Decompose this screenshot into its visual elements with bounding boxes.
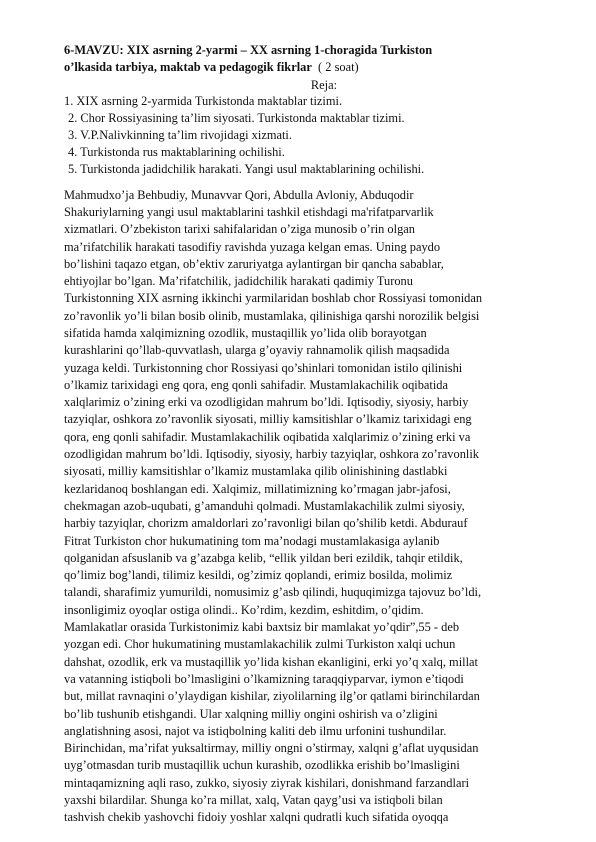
body-line: Mamlakatlar orasida Turkistonimiz kabi baxtsiz bir mamlakat yo’qdir”,55 - deb [64,620,460,635]
body-line: qolganidan afsuslanib va g’azabga kelib, “ellik yildan beri ezildik, tahqir etildik, [64,550,463,565]
body-line: zo’ravonlik yo’li bilan bosib olinib, mustamlaka, qilinishiga qarshi norozilik belgisi [64,308,480,323]
plan-item: 1. XIX asrning 2-yarmida Turkistonda maktablar tizimi. [64,93,343,108]
body-line: mintaqamizning aqli raso, zukko, siyosiy ziyrak kishilari, donishmand farzandlari [64,775,470,790]
body-line: harbiy tazyiqlar, chorizm amaldorlari zo’ravonligi bilan qo’shilib ketdi. Abdurauf [64,516,468,531]
plan-item: 3. V.P.Nalivkinning ta’lim rivojidagi xizmati. [68,128,292,142]
body-line: insonligimiz oyoqlar ostiga olindi.. Ko’rdim, kezdim, eshitdim, o’qidim. [64,602,424,617]
body-line: tashvish chekib yashovchi fidoiy yoshlar xalqni qudratli kuch sifatida oyoqqa [64,810,449,825]
body-line: va vatanning istiqboli bo’lmasligini o’lkamizning taraqqiyparvar, iymon e’tiqodi [64,671,464,686]
body-line: anglatishning asosi, najot va istiqbolning kaliti deb ilmu urfonini tushundilar. [64,723,447,738]
document-page [64,42,544,827]
body-line: bo’lishini taqazo etgan, ob’ektiv zaruriyatga aylantirgan bir qancha sabablar, [64,256,444,271]
plan-item: 5. Turkistonda jadidchilik harakati. Yangi usul maktablarining ochilishi. [68,162,425,177]
body-line: kurashlarini qo’llab-quvvatlash, ularga g’oyaviy rahnamolik qilish maqsadida [64,343,450,358]
title-line-1: 6-MAVZU: XIX asrning 2-yarmi – XX asrning 1-choragida Turkiston [64,43,433,57]
body-line: qora, eng qonli sahifadir. Mustamlakachilik oqibatida xalqlarimiz o’zining erki va [64,429,471,444]
body-line: Turkistonning XIX asrning ikkinchi yarmilaridan boshlab chor Rossiyasi tomonidan [64,291,483,306]
body-line: dahshat, ozodlik, erk va mustaqillik yo’lida kishan ekanligini, erki yo’q xalq, millat [64,654,478,669]
body-line: tazyiqlar, oshkora zo’ravonlik siyosati, milliy kamsitishlar o’lkamiz tarixidagi eng [64,412,472,427]
plan-list [64,93,544,179]
body-line: yaxshi bilardilar. Shunga ko’ra millat, xalq, Vatan qayg’usi va istiqboli bilan [64,793,443,807]
body-line: chekmagan azob-uqubati, g’amanduhi qolmadi. Mustamlakachilik zulmi siyosiy, [64,498,465,513]
body-line: xizmatlari. O’zbekiston tarixi sahifalaridan o’ziga munosib o’rin olgan [64,222,415,237]
body-line: talandi, sharafimiz yumurildi, nomusimiz g’asb qilindi, huquqimizga tajovuz bo’ldi, [64,585,482,600]
title-hours: ( 2 soat) [318,60,359,75]
title-line-2-text: o’lkasida tarbiya, maktab va pedagogik fikrlar [64,60,312,75]
body-line: Fitrat Turkiston chor hukumatining tom ma’nodagi mustamlakasiga aylanib [64,533,440,548]
plan-item: 2. Chor Rossiyasining ta’lim siyosati. Turkistonda maktablar tizimi. [68,110,405,125]
body-line: kezlaridanoq boshlangan edi. Xalqimiz, millatimizning ko’rmagan jabr-jafosi, [64,481,451,496]
body-line: Mahmudxo’ja Behbudiy, Munavvar Qori, Abdulla Avloniy, Abduqodir [64,187,414,202]
lesson-title [64,42,544,77]
body-line: ehtiyojlar bo’lgan. Ma’rifatchilik, jadidchilik harakati qadimiy Turonu [64,274,413,289]
body-line: xalqlarimiz o’zining erki va ozodligidan mahrum bo’ldi. Iqtisodiy, siyosiy, harbiy [64,395,469,410]
body-line: qo’limiz bog’landi, tilimiz kesildi, og’zimiz qoplandi, erimiz bosilda, molimiz [64,568,453,583]
body-line: o’lkamiz tarixidagi eng qora, eng qonli sahifadir. Mustamlakachilik oqibatida [64,377,449,392]
body-line: bo’lib tushunib etishgandi. Ular xalqning milliy ongini oshirish va o’zligini [64,706,438,721]
plan-item: 4. Turkistonda rus maktablarining ochilishi. [68,145,285,160]
body-line: ozodligidan mahrum bo’ldi. Iqtisodiy, siyosiy, harbiy tazyiqlar, oshkora zo’ravonlik [64,447,479,462]
body-line: yuzaga keldi. Turkistonning chor Rossiyasi qo’shinlari tomonidan istilo qilinishi [64,360,463,375]
title-line-2 [64,59,544,76]
body-line: uyg’otmasdan turib mustaqillik uchun kurashib, ozodlikka erishib bo’lmasligini [64,758,460,773]
body-line: Shakuriylarning yangi usul maktablarini tashkil etishdagi ma'rifatparvarlik [64,204,434,219]
body-line: but, millat ravnaqini o’ylaydigan kishilar, ziyolilarning ilg’or qatlami birinchilardan [64,689,480,704]
body-line: Birinchidan, ma’rifat yuksaltirmay, milliy ongni o’stirmay, xalqni g’aflat uyqusidan [64,741,479,756]
body-line: ma’rifatchilik harakati tasodifiy ravishda yuzaga kelgan emas. Uning paydo [64,239,441,254]
body-line: sifatida hamda xalqimizning ozodlik, mustaqillik yo’lida olib borayotgan [64,325,427,340]
body-text [64,187,544,827]
body-line: yozgan edi. Chor hukumatining mustamlakachilik zulmi Turkiston xalqi uchun [64,637,456,652]
body-line: siyosati, milliy kamsitishlar o’lkamiz mustamlaka qilib olinishining dastlabki [64,464,448,479]
plan-heading: Reja: [310,77,338,92]
